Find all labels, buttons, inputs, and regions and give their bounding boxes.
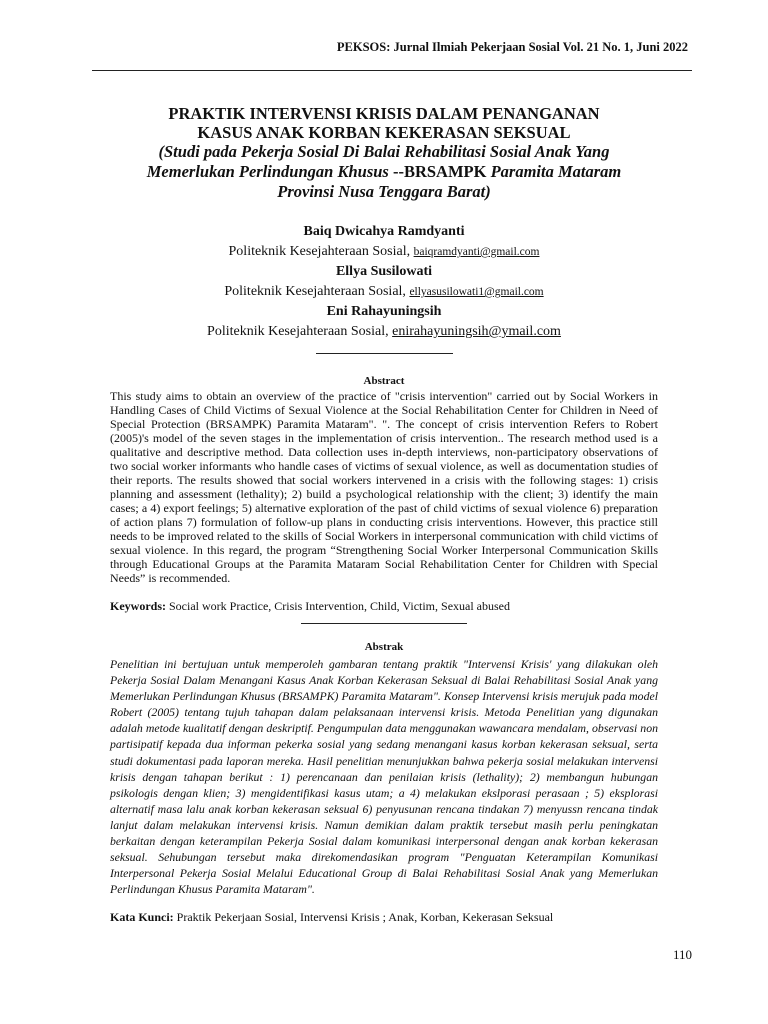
separator-rule [316,353,453,354]
keywords-indonesian [110,910,670,925]
author-affiliation [90,322,678,342]
kata-kunci-label: Kata Kunci: [110,910,174,924]
subtitle-line-2c: Paramita Mataram [486,162,622,181]
author-email-link[interactable]: baiqramdyanti@gmail.com [413,246,540,258]
separator-rule [301,623,467,624]
author-affiliation [90,242,678,262]
author-name: Baiq Dwicahya Ramdyanti [303,224,465,239]
subtitle-acronym: --BRSAMPK [392,162,487,181]
keywords-text: Social work Practice, Crisis Intervention, Child, Victim, Sexual abused [166,599,510,613]
affiliation-text: Politeknik Kesejahteraan Sosial, [207,324,393,339]
title-line-2: KASUS ANAK KORBAN KEKERASAN SEKSUAL [197,123,571,142]
author-list [90,222,678,342]
author-affiliation [90,282,678,302]
author-email-link[interactable]: enirahayuningsih@ymail.com [392,324,561,339]
abstract-indonesian-text: Penelitian ini bertujuan untuk memperoleh gambaran tentang praktik "Intervensi Krisis' yang dilakukan oleh Pekerja Sosial Dalam Menangani Kasus Anak Korban Kekerasan Seksual di Balai Rehabilitasi Sosial Anak yang Memerlukan Perlindungan Khusus (BRSAMPK) Paramita Mataram". Konsep Intervensi krisis merujuk pada model Robert (2005) tentang tujuh tahapan dalam pelaksanaan intervensi krisis. Metoda Penelitian yang digunakan adalah metode kualitatif dengan deskriptif. Pengumpulan data menggunakan wawancara mendalam, observasi non partisipatif kepada dua informan pekerka sosial yang sedang menangani kasus korban kekerasan seksual, serta studi dokumentasi pada laporan mereka. Hasil penelitian menunjukkan bahwa pekerja sosial melakukan intervensi krisis dengan tahapan berikut : 1) perencanaan dan penilaian krisis (lethality); 2) membangun hubungan psikologis dengan klien; 3) mengidentifikasi kasus utam; a 4) melakukan ekslporasi perasaan ; 5) eksplorasi alternatif masa lalu anak korban kekerasan seksual 6) penyusunan rencana tindakan 7) menyussn rencana tindak lanjut dalam melakukan intervensi krisis. Namun demikian dalam praktik tersebut masih perlu peningkatan berkaitan dengan keterampilan Pekerja Sosial dalam komunikasi interpersonal dengan anak korban kekerasan seksual. Sehubungan tersebut maka direkomendasikan program "Penguatan Keterampilan Komunikasi Interpersonal Pekerja Sosial Melalui Educational Group di Balai Rehabilitasi Sosial Anak yang Memerlukan Perlindungan Khusus Paramita Mataram". [110,657,658,897]
subtitle-line-3: Provinsi Nusa Tenggara Barat) [277,182,491,201]
subtitle-line-2a: Memerlukan Perlindungan Khusus [146,162,393,181]
author-email-link[interactable]: ellyasusilowati1@gmail.com [409,286,544,298]
keywords-english [110,599,670,614]
affiliation-text: Politeknik Kesejahteraan Sosial, [224,284,410,299]
page-number: 110 [672,947,692,962]
header-rule [92,70,692,71]
abstract-heading: Abstract [363,375,405,387]
subtitle-line-1: (Studi pada Pekerja Sosial Di Balai Rehabilitasi Sosial Anak Yang [158,142,610,161]
keywords-label: Keywords: [110,599,166,613]
abstrak-heading: Abstrak [364,641,404,653]
author-name: Eni Rahayuningsih [326,304,442,319]
subtitle-line-2 [90,162,678,182]
affiliation-text: Politeknik Kesejahteraan Sosial, [228,244,414,259]
abstract-english-text: This study aims to obtain an overview of the practice of "crisis intervention" carried out by Social Workers in Handling Cases of Child Victims of Sexual Violence at the Social Rehabilitation Center for Children in Need of Special Protection (BRSAMPK) Paramita Mataram". ". The concept of crisis intervention Refers to Robert (2005)'s model of the seven stages in the implementation of crisis intervention.. The research method used is a qualitative and descriptive method. Data collection uses in-depth interviews, non-participatory observations of two social worker informants who handle cases of victims of sexual violence, as well as documentation studies of their reports. The results showed that social workers intervened in a crisis with the following stages: 1) crisis planning and assessment (lethality); 2) build a psychological relationship with the client; 3) identify the main cases; a 4) export feelings; 5) alternative exploration of the past of child victims of sexual violence 6) preparation of action plans 7) formulation of follow-up plans in conducting crisis interventions. However, this practice still needs to be improved related to the skills of Social Workers in interpersonal communication with child victims of sexual violence. In this regard, the program “Strengthening Social Worker Interpersonal Communication Skills through Educational Groups at the Paramita Mataram Social Rehabilitation Center for Children with Special Needs” is recommended. [110,389,658,585]
kata-kunci-text: Praktik Pekerjaan Sosial, Intervensi Krisis ; Anak, Korban, Kekerasan Seksual [173,910,554,924]
title-block [90,104,678,202]
author-name: Ellya Susilowati [335,264,433,279]
running-head: PEKSOS: Jurnal Ilmiah Pekerjaan Sosial Vol. 21 No. 1, Juni 2022 [336,40,688,54]
title-line-1: PRAKTIK INTERVENSI KRISIS DALAM PENANGANAN [168,104,600,123]
